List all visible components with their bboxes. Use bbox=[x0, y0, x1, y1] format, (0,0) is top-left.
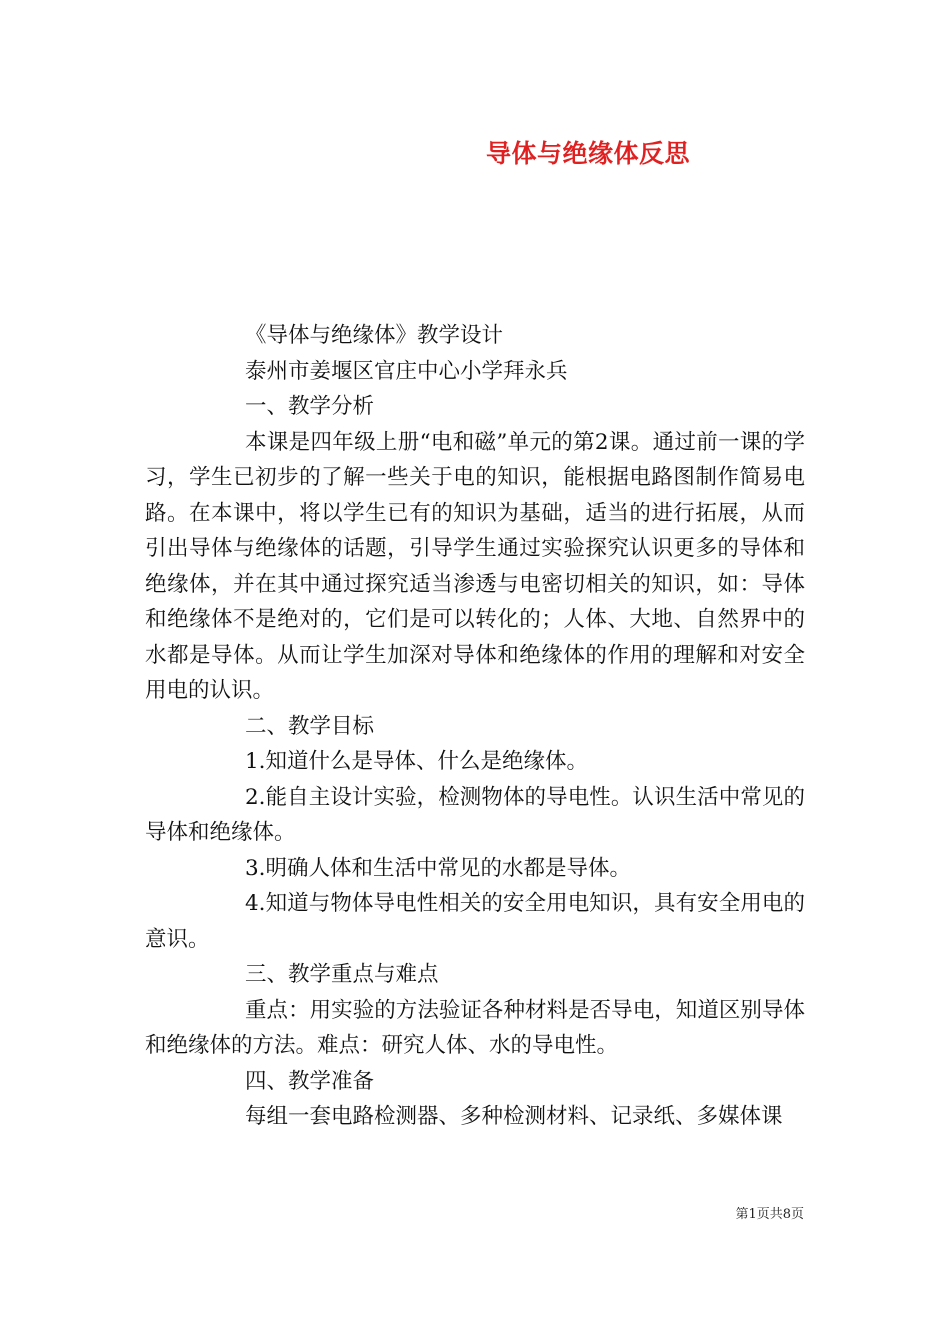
goal-item-3: 3.明确人体和生活中常见的水都是导体。 bbox=[245, 855, 632, 881]
document-body bbox=[145, 318, 805, 1135]
section-heading-analysis: 一、教学分析 bbox=[245, 394, 375, 419]
goal-item-1: 1.知道什么是导体、什么是绝缘体。 bbox=[245, 749, 589, 774]
goal-item-2: 2.能自主设计实验，检测物体的导电性。认识生活中常见的导体和绝缘体。 bbox=[145, 784, 805, 845]
preparation-paragraph: 每组一套电路检测器、多种检测材料、记录纸、多媒体课 bbox=[245, 1104, 783, 1129]
author-line: 泰州市姜堰区官庄中心小学拜永兵 bbox=[245, 358, 568, 384]
section-heading-preparation: 四、教学准备 bbox=[245, 1068, 375, 1094]
page-title: 导体与绝缘体反思 bbox=[486, 139, 691, 168]
goal-item-4: 4.知道与物体导电性相关的安全用电知识，具有安全用电的意识。 bbox=[145, 891, 805, 952]
analysis-paragraph: 本课是四年级上册“电和磁”单元的第2课。通过前一课的学习，学生已初步的了解一些关于电的知识，能根据电路图制作简易电路。在本课中，将以学生已有的知识为基础，适当的进行拓展，从而引出导体与绝缘体的话题，引导学生通过实验探究认识更多的导体和绝缘体，并在其中通过探究适当渗透与电密切相关的知识，如：导体和绝缘体不是绝对的，它们是可以转化的；人体、大地、自然界中的水都是导体。从而让学生加深对导体和绝缘体的作用的理解和对安全用电的认识。 bbox=[145, 429, 805, 703]
section-heading-key-points: 三、教学重点与难点 bbox=[245, 962, 439, 987]
lesson-title: 《导体与绝缘体》教学设计 bbox=[245, 323, 504, 348]
section-heading-goals: 二、教学目标 bbox=[245, 713, 375, 739]
key-points-paragraph: 重点：用实验的方法验证各种材料是否导电，知道区别导体和绝缘体的方法。难点：研究人体、水的导电性。 bbox=[145, 997, 805, 1058]
page-number: 第1页共8页 bbox=[735, 1207, 804, 1222]
